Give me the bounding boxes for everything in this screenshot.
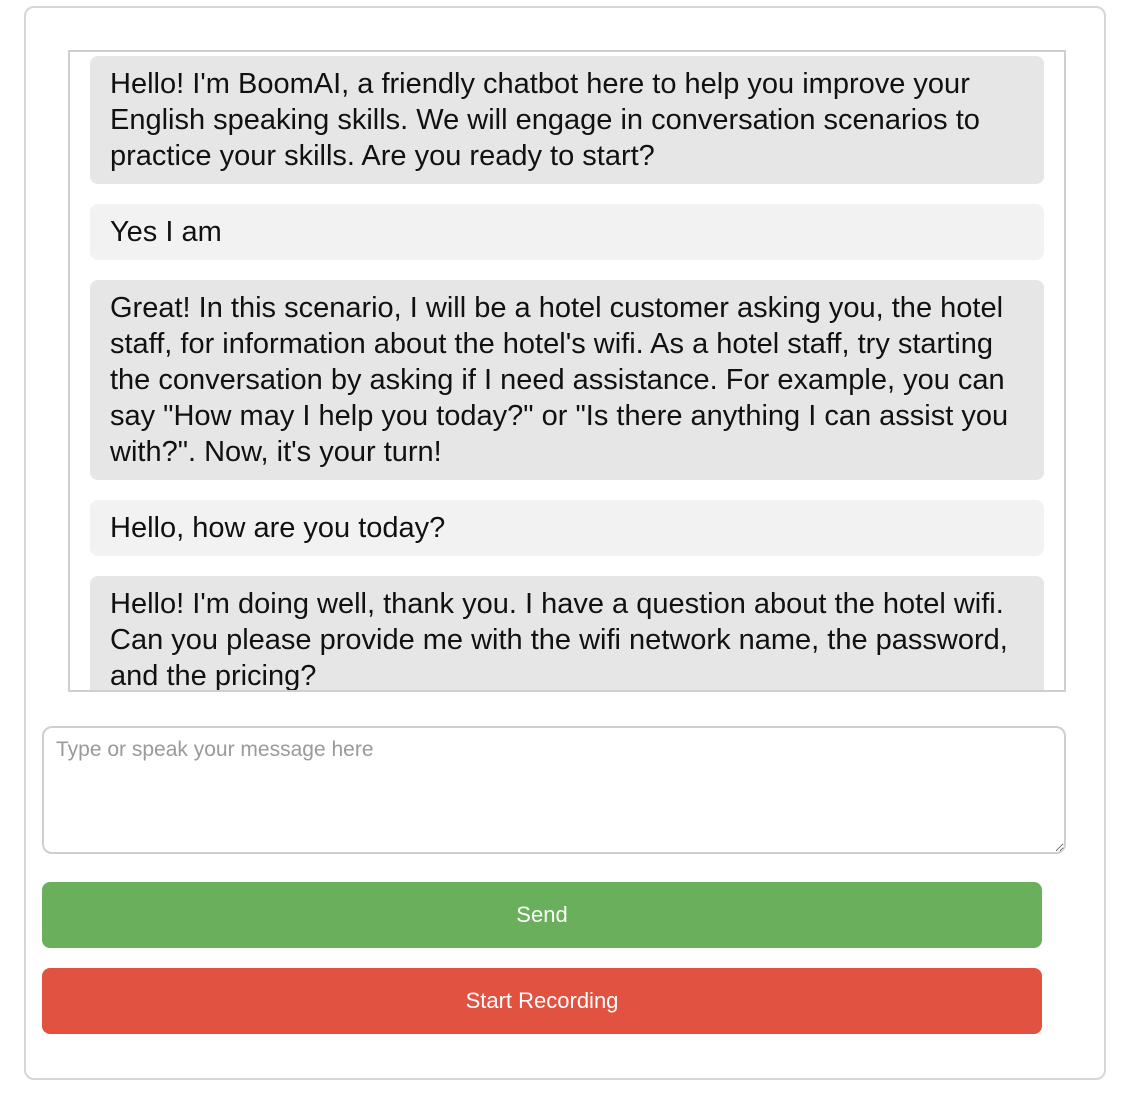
message-input-wrapper	[42, 726, 1066, 854]
chat-log[interactable]	[68, 50, 1066, 692]
bot-message: Great! In this scenario, I will be a hotel customer asking you, the hotel staff, for information about the hotel's wifi. As a hotel staff, try starting the conversation by asking if I need assistance. For example, you can say "How may I help you today?" or "Is there anything I can assist you with?". Now, it's your turn!	[90, 280, 1044, 480]
user-message: Yes I am	[90, 204, 1044, 260]
user-message: Hello, how are you today?	[90, 500, 1044, 556]
message-input[interactable]	[42, 726, 1066, 854]
bot-message: Hello! I'm BoomAI, a friendly chatbot here to help you improve your English speaking skills. We will engage in conversation scenarios to practice your skills. Are you ready to start?	[90, 56, 1044, 184]
bot-message: Hello! I'm doing well, thank you. I have a question about the hotel wifi. Can you please provide me with the wifi network name, the password, and the pricing?	[90, 576, 1044, 692]
send-button[interactable]: Send	[42, 882, 1042, 948]
start-recording-button[interactable]: Start Recording	[42, 968, 1042, 1034]
